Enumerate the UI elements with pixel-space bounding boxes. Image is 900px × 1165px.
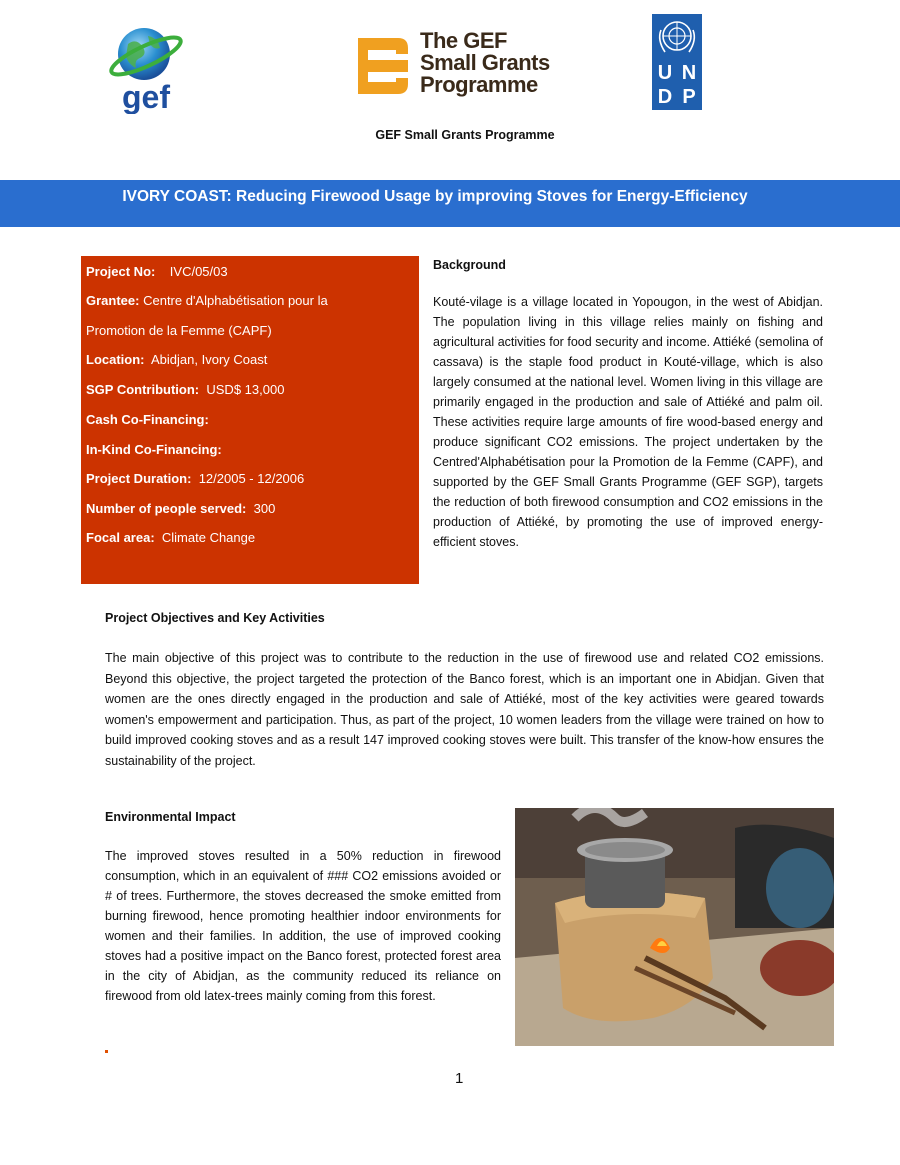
page-subtitle: GEF Small Grants Programme <box>375 128 555 142</box>
undp-letter-u: U <box>657 62 673 84</box>
sgp-contribution-row <box>86 382 284 397</box>
project-number-row <box>86 264 228 279</box>
orange-marker-dot <box>105 1050 108 1053</box>
location-label: Location: <box>86 352 145 367</box>
cash-cofinancing-row <box>86 412 209 427</box>
sgp-logo <box>352 28 552 106</box>
page-title: IVORY COAST: Reducing Firewood Usage by improving Stoves for Energy-Efficiency <box>122 188 748 205</box>
gef-logo-text: gef <box>122 79 170 114</box>
un-emblem-icon <box>652 14 702 60</box>
sgp-logo-line-2: Small Grants <box>420 50 550 75</box>
undp-letter-n: N <box>681 62 697 84</box>
project-number-label: Project No: <box>86 264 156 279</box>
gef-logo <box>108 22 186 114</box>
gef-globe-icon <box>108 22 186 114</box>
sgp-logo-line-3: Programme <box>420 72 538 97</box>
grantee-row <box>86 293 328 308</box>
grantee-label: Grantee: <box>86 293 140 308</box>
undp-letter-p: P <box>682 86 696 108</box>
page-number: 1 <box>455 1070 464 1087</box>
sgp-logo-line-1: The GEF <box>420 28 507 53</box>
location-row <box>86 352 267 367</box>
undp-logo <box>652 14 702 110</box>
focal-area-value: Climate Change <box>161 530 256 545</box>
environmental-impact-heading: Environmental Impact <box>105 810 236 824</box>
cash-cofinancing-label: Cash Co-Financing: <box>86 412 209 427</box>
project-number-value: IVC/05/03 <box>169 264 228 279</box>
background-heading: Background <box>433 258 506 272</box>
sgp-contribution-label: SGP Contribution: <box>86 382 200 397</box>
people-served-row <box>86 501 275 516</box>
sgp-logo-text <box>420 30 550 96</box>
location-value: Abidjan, Ivory Coast <box>151 352 268 367</box>
background-text: Kouté-vilage is a village located in Yopougon, in the west of Abidjan. The population living in this village relies mainly on fishing and agricultural activities for food security and income. Attiéké (semolina of cassava) is the staple food product in Kouté-village, which is also largely consumed at the national level. Women living in this village are primarily engaged in the production and sale of Attiéké and palm oil. These activities require large amounts of fire wood-based energy and produce significant CO2 emissions. The project undertaken by the Centred'Alphabétisation pour la Promotion de la Femme (CAPF), and supported by the GEF Small Grants Programme (GEF SGP), targets the reduction of both firewood consumption and CO2 emissions in the production of Attiéké, by promoting the use of improved energy-efficient stoves. <box>433 295 823 549</box>
project-duration-row <box>86 471 304 486</box>
stove-photo <box>515 808 834 1046</box>
sgp-mark-icon <box>352 30 414 100</box>
grantee-value-line2: Promotion de la Femme (CAPF) <box>86 323 272 338</box>
project-info-box <box>81 256 419 584</box>
undp-letter-d: D <box>657 86 673 108</box>
environmental-impact-text: The improved stoves resulted in a 50% reduction in firewood consumption, which in an equivalent of ### CO2 emissions avoided or # of trees. Furthermore, the stoves decreased the smoke emitted from burning firewood, hence promoting healthier indoor environments for women and their families. In addition, the use of improved cooking stoves had a positive impact on the Banco forest, protected forest area in the city of Abidjan, as the community reduced its reliance on firewood from old latex-trees mainly coming from this forest. <box>105 849 501 1003</box>
focal-area-label: Focal area: <box>86 530 155 545</box>
people-served-value: 300 <box>253 501 276 516</box>
title-banner <box>0 180 900 227</box>
inkind-cofinancing-row <box>86 442 222 457</box>
sgp-contribution-value: USD$ 13,000 <box>206 382 285 397</box>
cooking-stove-image <box>515 808 834 1046</box>
objectives-heading: Project Objectives and Key Activities <box>105 611 325 625</box>
inkind-cofinancing-label: In-Kind Co-Financing: <box>86 442 222 457</box>
project-duration-value: 12/2005 - 12/2006 <box>198 471 305 486</box>
people-served-label: Number of people served: <box>86 501 247 516</box>
project-duration-label: Project Duration: <box>86 471 192 486</box>
grantee-value-line1: Centre d'Alphabétisation pour la <box>143 293 328 308</box>
objectives-text: The main objective of this project was to contribute to the reduction in the use of firewood use and related CO2 emissions. Beyond this objective, the project targeted the protection of the Banco forest, which is an important one in Abidjan. Given that women are the ones directly engaged in the production and sale of Attiéké, most of the key activities were geared towards women's empowerment and participation. Thus, as part of the project, 10 women leaders from the village were trained on how to build improved cooking stoves and as a result 147 improved cooking stoves were built. This transfer of the know-how ensures the sustainability of the project. <box>105 651 824 768</box>
focal-area-row <box>86 530 255 545</box>
